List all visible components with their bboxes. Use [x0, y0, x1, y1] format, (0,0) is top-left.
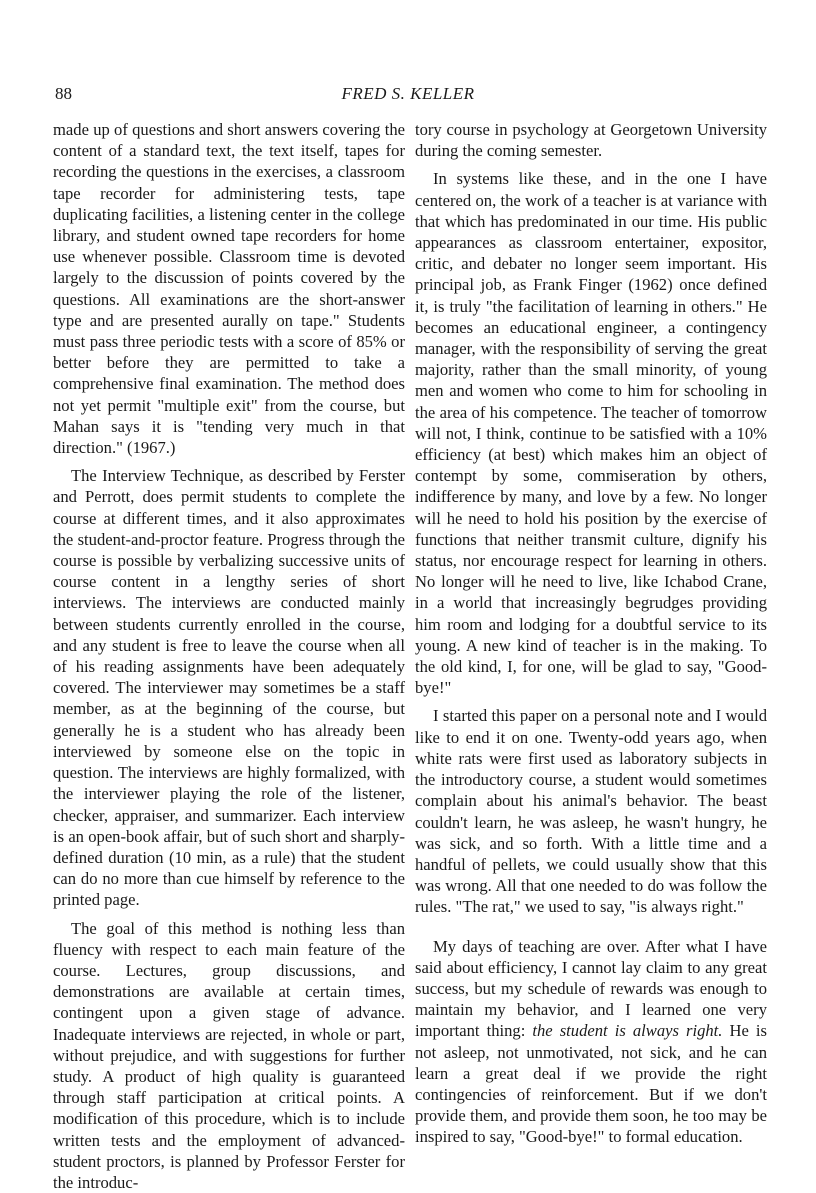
final-paragraph-text: My days of teaching are over. After what I have said about efficiency, I cannot lay claim to any great success, but my schedule of rewards was enough to maintain my behavior, and I learned one very important thing: — [415, 936, 767, 1041]
final-paragraph — [415, 936, 767, 1148]
page-number: 88 — [55, 84, 72, 103]
paragraph: The goal of this method is nothing less than fluency with respect to each main feature of the course. Lectures, group discussions, and demonstrations are available at certain times, contingent upon a given stage of advance. Inadequate interviews are rejected, in whole or part, without prejudice, and with suggestions for further study. A product of high quality is guaranteed through staff participation at critical points. A modification of this procedure, which is to include written tests and the employment of advanced-student proctors, is planned by Professor Ferster for the introduc- — [53, 918, 405, 1192]
left-column — [53, 119, 405, 1193]
paragraph: made up of questions and short answers covering the content of a standard text, the text itself, tapes for recording the questions in the exercises, a classroom tape recorder for administering tests, tape duplicating facilities, a listening center in the college library, and student owned tape recorders for home use whenever possible. Classroom time is devoted largely to the discussion of points covered by the questions. All examinations are the short-answer type and are presented aurally on tape." Students must pass three periodic tests with a score of 85% or better before they are permitted to take a comprehensive final examination. The method does not yet permit "multiple exit" from the course, but Mahan says it is "tending very much in that direction." (1967.) — [53, 120, 405, 458]
running-head: FRED S. KELLER — [341, 84, 475, 103]
emphasis-text: the student is always right. — [532, 1021, 723, 1041]
right-column — [415, 119, 767, 1148]
final-paragraph-text-end: He is not asleep, not unmotivated, not sick, and he can learn a great deal if we provide the right contingencies of reinforcement. But if we don't provide them, and provide them soon, he too may be inspired to say, "Good-bye!" to formal education. — [415, 1021, 767, 1147]
page-header — [55, 84, 761, 108]
paragraph: In systems like these, and in the one I have centered on, the work of a teacher is at variance with that which has predominated in our time. His public appearances as classroom entertainer, expositor, critic, and debater no longer seem important. His principal job, as Frank Finger (1962) once defined it, is truly "the facilitation of learning in others." He becomes an educational engineer, a contingency manager, with the responsibility of serving the great majority, rather than the small minority, of young men and women who come to him for schooling in the area of his competence. The teacher of tomorrow will not, I think, continue to be satisfied with a 10% efficiency (at best) which makes him an object of contempt by some, commiseration by others, indifference by many, and love by a few. No longer will he need to hold his position by the exercise of functions that neither transmit culture, dignify his status, nor encourage respect for learning in others. No longer will he need to live, like Ichabod Crane, in a world that increasingly begrudges providing him room and lodging for a doubtful service to its young. A new kind of teacher is in the making. To the old kind, I, for one, will be glad to say, "Good-bye!" — [415, 169, 767, 698]
paragraph: I started this paper on a personal note and I would like to end it on one. Twenty-odd years ago, when white rats were first used as laboratory subjects in the introductory course, a student would sometimes complain about his animal's behavior. The beast couldn't learn, he was asleep, he wasn't hungry, he was sick, and so forth. With a little time and a handful of pellets, we could usually show that this was wrong. All that one needed to do was follow the rules. "The rat," we used to say, "is always right." — [415, 706, 767, 917]
paragraph: tory course in psychology at Georgetown University during the coming semester. — [415, 120, 767, 161]
paragraph: The Interview Technique, as described by Ferster and Perrott, does permit students to complete the course at different times, and it also approximates the student-and-proctor feature. Progress through the course is possible by verbalizing successive units of course content in a lengthy series of short interviews. The interviews are conducted mainly between students currently enrolled in the course, and any student is free to leave the course when all of his reading assignments have been adequately covered. The interviewer may sometimes be a staff member, as at the beginning of the course, but generally he is a student who has already been interviewed by someone else on the topic in question. The interviews are highly formalized, with the interviewer playing the role of the listener, checker, appraiser, and summarizer. Each interview is an open-book affair, but of such short and sharply-defined duration (10 min, as a rule) that the student can do no more than cue himself by reference to the printed page. — [53, 466, 405, 910]
